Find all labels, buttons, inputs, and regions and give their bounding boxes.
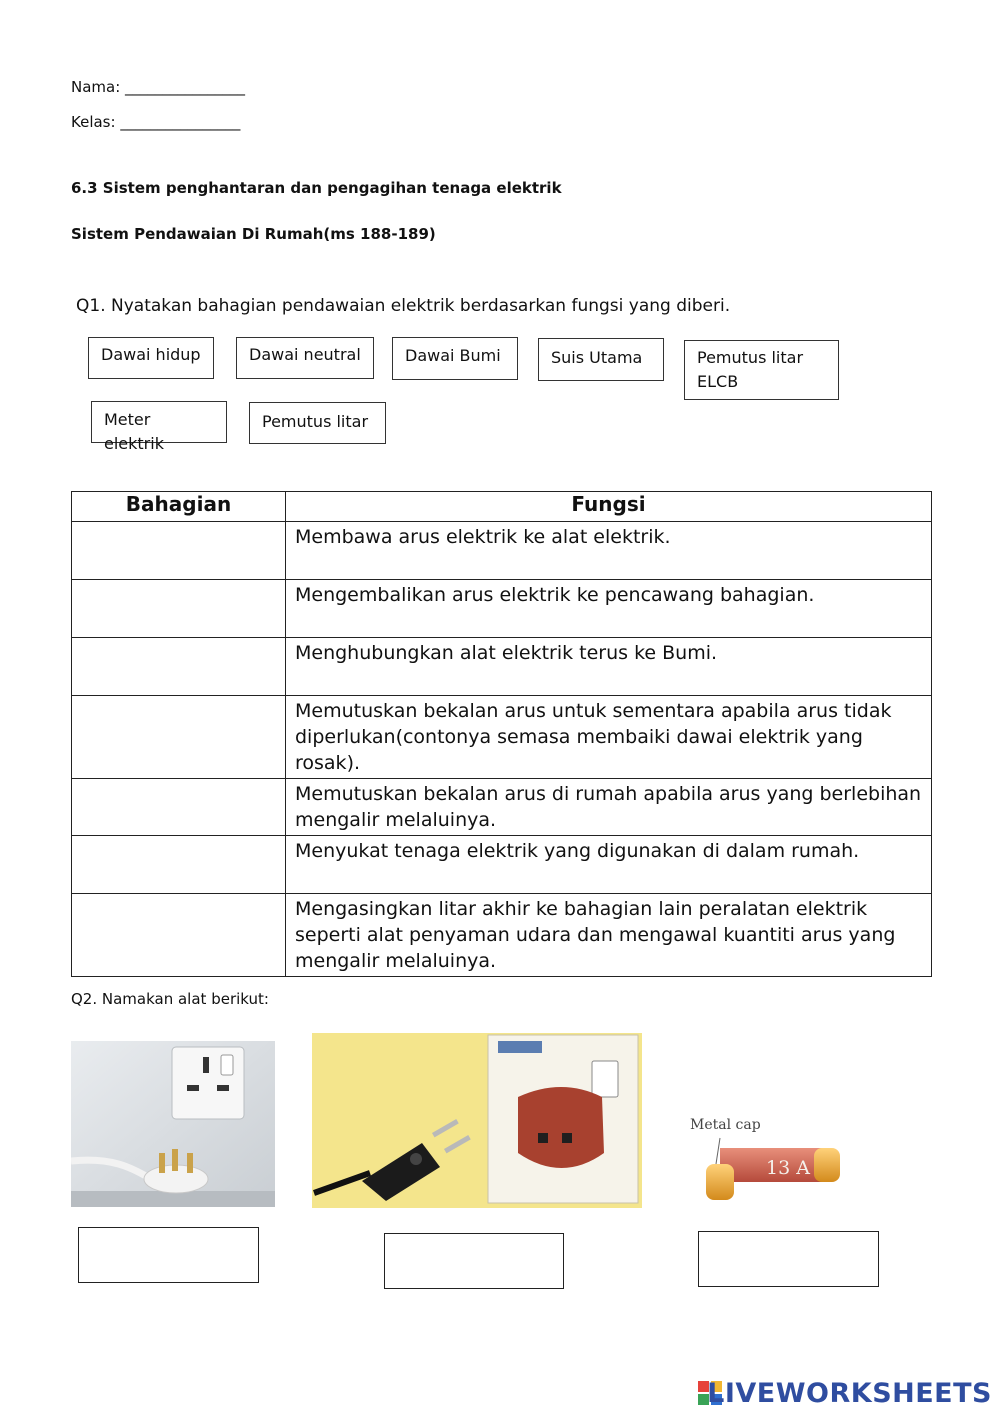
fungsi-cell: Menghubungkan alat elektrik terus ke Bumi. [286,638,932,696]
answer-cell[interactable] [72,696,286,779]
option-pemutus-litar-elcb[interactable]: Pemutus litar ELCB [684,340,839,400]
fungsi-cell: Membawa arus elektrik ke alat elektrik. [286,522,932,580]
fuse-image [686,1108,856,1208]
function-table [71,491,932,977]
q2-question: Q2. Namakan alat berikut: [71,990,269,1008]
three-pin-socket-image [71,1041,275,1207]
table-row [72,894,932,977]
answer-cell[interactable] [72,522,286,580]
fuse-rating-text: 13 A [766,1157,810,1179]
answer-cell[interactable] [72,836,286,894]
table-row [72,580,932,638]
option-pemutus-litar[interactable]: Pemutus litar [249,402,386,444]
answer-box-3[interactable] [698,1231,879,1287]
table-row [72,779,932,836]
answer-cell[interactable] [72,580,286,638]
fungsi-cell: Memutuskan bekalan arus di rumah apabila arus yang berlebihan mengalir melaluinya. [286,779,932,836]
nama-line: Nama: ________________ [71,78,246,96]
answer-cell[interactable] [72,894,286,977]
liveworksheets-brand: LIVEWORKSHEETS [707,1378,992,1409]
fungsi-cell: Mengembalikan arus elektrik ke pencawang bahagian. [286,580,932,638]
metal-cap-label: Metal cap [690,1117,761,1133]
option-suis-utama[interactable]: Suis Utama [538,338,664,381]
topic-title: 6.3 Sistem penghantaran dan pengagihan tenaga elektrik [71,179,562,197]
header-fungsi: Fungsi [286,492,932,522]
option-dawai-bumi[interactable]: Dawai Bumi [392,337,518,380]
answer-cell[interactable] [72,638,286,696]
fungsi-cell: Memutuskan bekalan arus untuk sementara apabila arus tidak diperlukan(contonya semasa membaiki dawai elektrik yang rosak). [286,696,932,779]
answer-box-1[interactable] [78,1227,259,1283]
fungsi-cell: Menyukat tenaga elektrik yang digunakan di dalam rumah. [286,836,932,894]
kelas-line: Kelas: ________________ [71,113,241,131]
header-bahagian: Bahagian [72,492,286,522]
answer-box-2[interactable] [384,1233,564,1289]
table-row [72,522,932,580]
option-dawai-neutral[interactable]: Dawai neutral [236,337,374,379]
q1-question: Q1. Nyatakan bahagian pendawaian elektrik berdasarkan fungsi yang diberi. [76,296,731,316]
table-row [72,696,932,779]
table-row [72,836,932,894]
answer-cell[interactable] [72,779,286,836]
table-row [72,638,932,696]
option-dawai-hidup[interactable]: Dawai hidup [88,337,214,379]
option-meter-elektrik[interactable]: Meter elektrik [91,401,227,443]
subtopic-title: Sistem Pendawaian Di Rumah(ms 188-189) [71,225,436,243]
two-pin-socket-image [312,1033,642,1208]
fungsi-cell: Mengasingkan litar akhir ke bahagian lain peralatan elektrik seperti alat penyaman udara dan mengawal kuantiti arus yang mengalir melaluinya. [286,894,932,977]
